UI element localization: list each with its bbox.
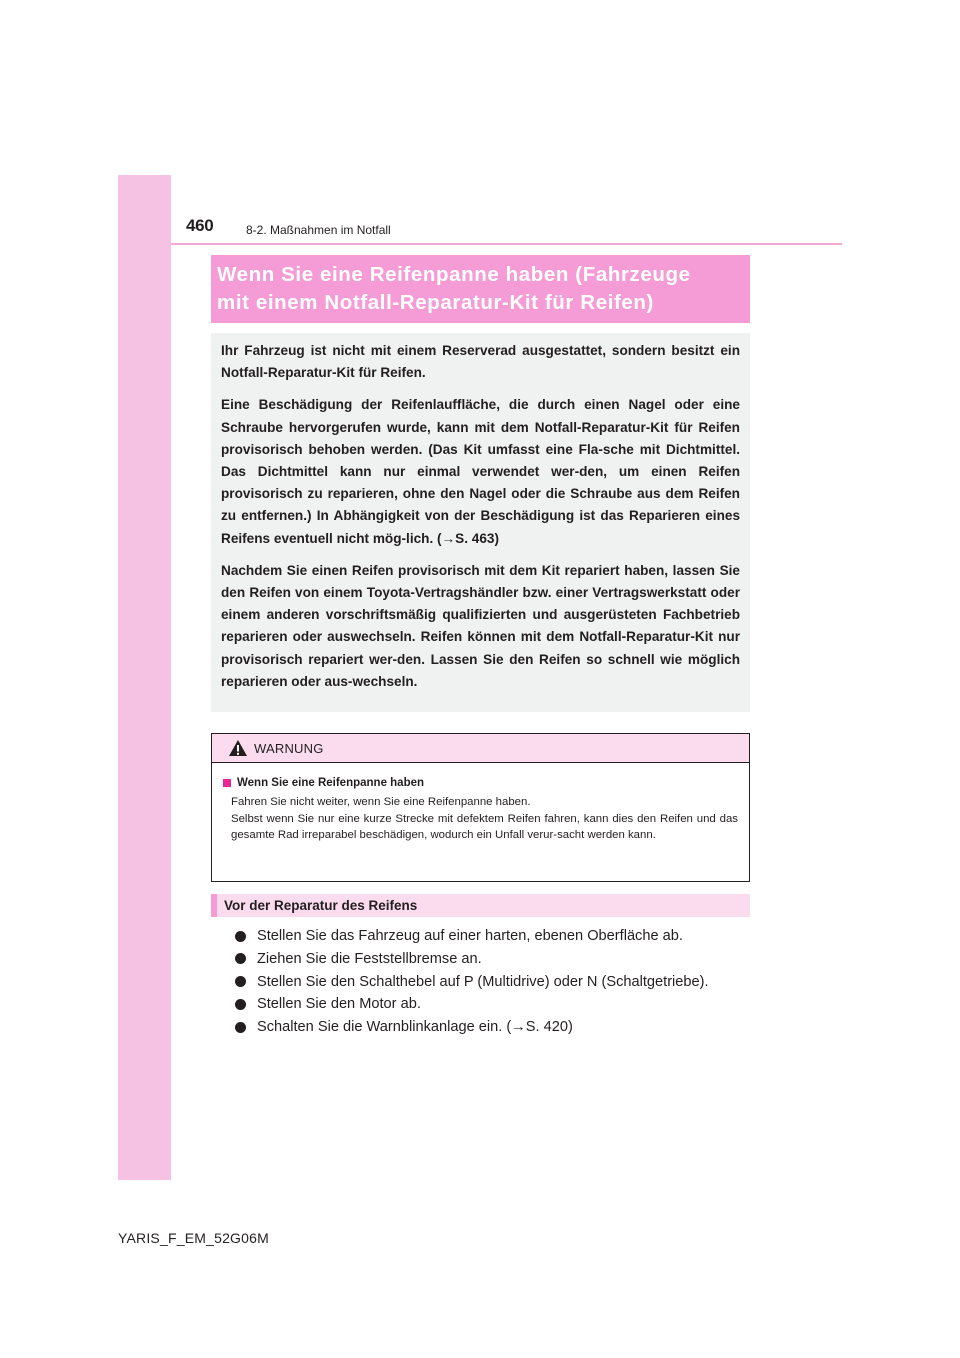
title-banner [211, 255, 750, 323]
list-item-text: Schalten Sie die Warnblinkanlage ein. (→S. 420) [257, 1019, 573, 1036]
list-item [235, 971, 709, 993]
section-label: 8-2. Maßnahmen im Notfall [246, 223, 391, 237]
document-code: YARIS_F_EM_52G06M [118, 1230, 269, 1246]
warning-triangle-icon [228, 739, 248, 757]
bullet-icon [235, 999, 246, 1010]
checklist [235, 925, 709, 1039]
bullet-icon [235, 1022, 246, 1033]
header-divider [171, 243, 842, 245]
list-item-text: Stellen Sie den Motor ab. [257, 996, 421, 1013]
title-line-2: mit einem Notfall-Reparatur-Kit für Reifen) [217, 291, 654, 314]
list-item [235, 1016, 709, 1038]
bullet-icon [235, 953, 246, 964]
bullet-icon [235, 976, 246, 987]
warning-box [211, 733, 750, 882]
section-heading-bar [211, 894, 750, 917]
warning-subheading-text: Wenn Sie eine Reifenpanne haben [237, 777, 425, 789]
list-item-text: Stellen Sie den Schalthebel auf P (Multidrive) oder N (Schaltgetriebe). [257, 973, 709, 990]
intro-paragraph: Nachdem Sie einen Reifen provisorisch mit dem Kit repariert haben, lassen Sie den Reifen von einem Toyota-Vertragshändler bzw. einer Vertragswerkstatt oder einem anderen vorschriftsmäßig qualifizierten und ausgerüsteten Fachbetrieb reparieren oder auswechseln. Reifen können mit dem Notfall-Reparatur-Kit nur provisorisch repariert wer-den. Lassen Sie den Reifen so schnell wie möglich reparieren oder aus-wechseln. [221, 562, 740, 689]
list-item [235, 925, 709, 947]
list-item [235, 948, 709, 970]
warning-text: Fahren Sie nicht weiter, wenn Sie eine Reifenpanne haben. [231, 796, 531, 808]
section-heading: Vor der Reparatur des Reifens [224, 898, 418, 913]
bullet-icon [235, 931, 246, 942]
warning-text: Selbst wenn Sie nur eine kurze Strecke mit defektem Reifen fahren, kann dies den Reifen und das gesamte Rad irreparabel beschädigen, wodurch ein Unfall verur-sacht werden kann. [231, 812, 738, 841]
page-number: 460 [186, 216, 214, 235]
intro-paragraph: Eine Beschädigung der Reifenlauffläche, die durch einen Nagel oder eine Schraube hervorgerufen wurde, kann mit dem Notfall-Reparatur-Kit für Reifen provisorisch behoben werden. (Das Kit umfasst eine Fla-sche mit Dichtmittel. Das Dichtmittel kann nur einmal verwendet wer-den, um einen Reifen provisorisch zu reparieren, ohne den Nagel oder die Schraube aus dem Reifen zu entfernen.) In Abhängigkeit von der Beschädigung ist das Reparieren eines Reifens eventuell nicht mög-lich. (→S. 463) [221, 397, 740, 546]
title-line-1: Wenn Sie eine Reifenpanne haben (Fahrzeuge [217, 263, 691, 286]
intro-paragraph: Ihr Fahrzeug ist nicht mit einem Reserverad ausgestattet, sondern besitzt ein Notfall-Reparatur-Kit für Reifen. [221, 343, 740, 381]
warning-title: WARNUNG [254, 741, 324, 756]
warning-header [212, 734, 749, 763]
list-item [235, 993, 709, 1015]
page-title [217, 261, 744, 317]
warning-body [212, 763, 749, 844]
intro-box [211, 333, 750, 712]
list-item-text: Ziehen Sie die Feststellbremse an. [257, 950, 482, 967]
square-bullet-icon [223, 779, 231, 787]
list-item-text: Stellen Sie das Fahrzeug auf einer harten, ebenen Oberfläche ab. [257, 928, 683, 944]
warning-subheading [223, 775, 738, 791]
chapter-side-band [118, 175, 171, 1180]
